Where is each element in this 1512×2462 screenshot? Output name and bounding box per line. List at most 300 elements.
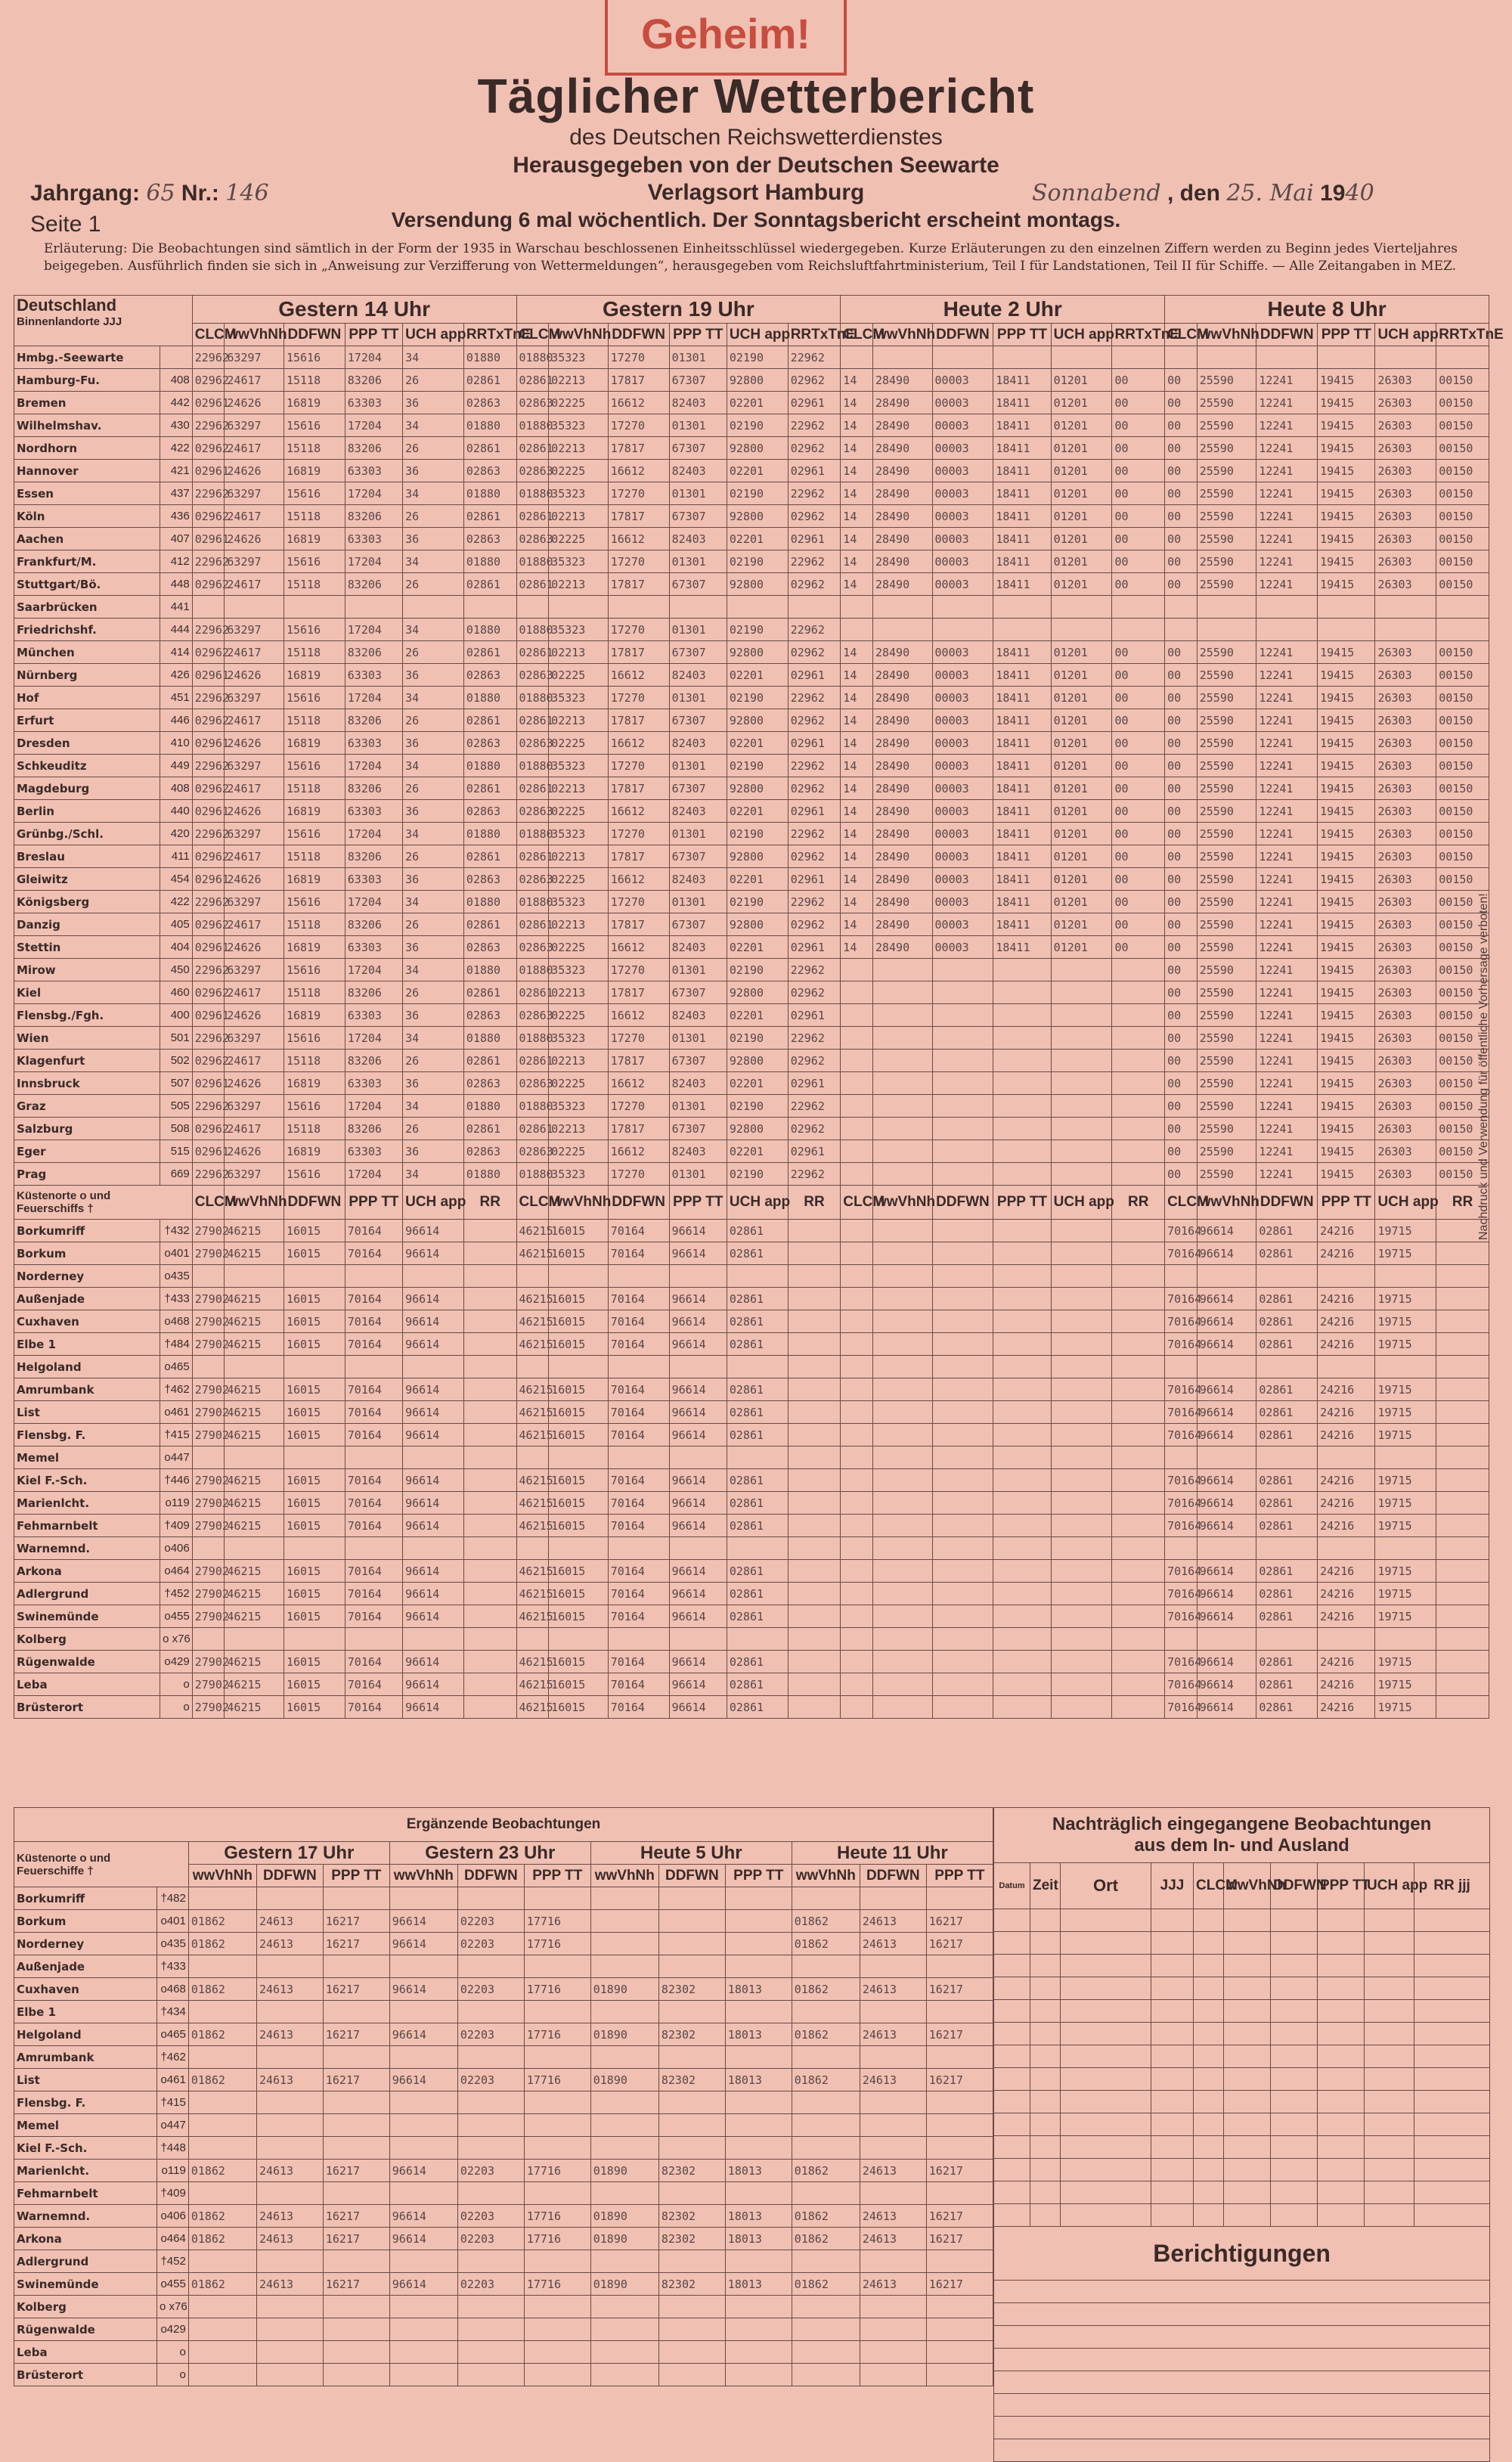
observation-cell (457, 2318, 524, 2341)
observation-cell: 96614 (1197, 1333, 1256, 1356)
observation-cell (323, 2296, 389, 2318)
observation-cell: 01880 (516, 346, 549, 369)
late-empty-row (994, 1977, 1490, 2000)
observation-cell (860, 2364, 926, 2386)
station-name: Brüsterort (14, 1696, 160, 1719)
observation-cell: 24626 (225, 1004, 284, 1027)
observation-cell (463, 1492, 516, 1515)
observation-cell: 36 (403, 528, 464, 550)
observation-cell (993, 1492, 1051, 1515)
station-code: 502 (160, 1050, 193, 1072)
late-cell (994, 2136, 1030, 2159)
observation-cell (590, 2114, 658, 2137)
observation-cell (841, 1696, 873, 1719)
observation-cell: 26 (403, 1050, 464, 1072)
observation-cell (841, 1050, 873, 1072)
observation-cell: 00003 (932, 392, 993, 414)
observation-cell (1436, 1605, 1489, 1628)
observation-cell (658, 2296, 725, 2318)
observation-cell: 00003 (932, 913, 993, 936)
observation-cell: 34 (403, 550, 464, 573)
observation-cell: 25590 (1197, 868, 1256, 891)
observation-cell: 82302 (658, 1978, 725, 2001)
observation-cell: 02961 (192, 800, 225, 823)
observation-cell (457, 1887, 524, 1910)
station-code: †452 (160, 1583, 193, 1605)
observation-cell (323, 2046, 389, 2069)
late-cell (1030, 1977, 1061, 2000)
supp-station-row (14, 2091, 993, 2114)
observation-cell: 01301 (669, 959, 727, 981)
late-cell (1224, 1977, 1271, 2000)
observation-cell (457, 2182, 524, 2205)
observation-cell: 02861 (463, 1118, 516, 1140)
observation-cell: 00003 (932, 891, 993, 913)
editor-line: Herausgegeben von der Deutschen Seewarte (513, 153, 999, 178)
observation-cell (841, 959, 873, 981)
observation-cell (256, 2341, 323, 2364)
observation-cell (1051, 1673, 1112, 1696)
observation-cell (403, 1356, 464, 1378)
observation-cell (1375, 1265, 1436, 1288)
observation-cell: 46215 (225, 1220, 284, 1242)
column-header: wwVhNh (872, 324, 932, 346)
observation-cell (788, 1447, 841, 1469)
station-name: Elbe 1 (14, 1333, 160, 1356)
observation-cell (860, 2046, 926, 2069)
station-name: Memel (14, 2114, 157, 2137)
observation-cell: 96614 (389, 2273, 457, 2296)
station-name: Magdeburg (14, 777, 160, 800)
observation-cell: 26 (403, 505, 464, 528)
observation-cell: 02861 (727, 1242, 788, 1265)
observation-cell: 19415 (1318, 1072, 1375, 1095)
observation-cell: 02861 (727, 1651, 788, 1673)
observation-cell: 96614 (403, 1378, 464, 1401)
observation-cell (872, 1560, 932, 1583)
observation-cell: 46215 (225, 1696, 284, 1719)
observation-cell (256, 1887, 323, 1910)
late-cell (1365, 2204, 1414, 2227)
observation-cell: 96614 (403, 1288, 464, 1310)
observation-cell: 26 (403, 1118, 464, 1140)
observation-cell (1112, 1118, 1165, 1140)
observation-cell (1051, 1163, 1112, 1186)
late-cell (1318, 2113, 1365, 2136)
coast-corner-subtitle: Feuerschiffs † (17, 1202, 94, 1215)
observation-cell: 12241 (1256, 550, 1318, 573)
observation-cell: 26303 (1375, 981, 1436, 1004)
observation-cell (841, 1220, 873, 1242)
observation-cell: 02861 (463, 981, 516, 1004)
observation-cell: 25590 (1197, 392, 1256, 414)
observation-cell: 02961 (788, 1140, 841, 1163)
late-empty-row (994, 2113, 1490, 2136)
observation-cell: 22962 (788, 619, 841, 641)
observation-cell: 19415 (1318, 528, 1375, 550)
observation-cell (658, 1887, 725, 1910)
observation-cell (1436, 1288, 1489, 1310)
observation-cell: 70164 (1165, 1605, 1198, 1628)
observation-cell (993, 1072, 1051, 1095)
observation-cell: 00150 (1436, 936, 1489, 959)
observation-cell: 15118 (284, 845, 345, 868)
observation-cell (549, 1265, 609, 1288)
observation-cell: 19715 (1375, 1515, 1436, 1537)
observation-cell (1197, 1447, 1256, 1469)
observation-cell (1436, 1356, 1489, 1378)
observation-cell: 02861 (727, 1288, 788, 1310)
observation-cell: 02201 (727, 732, 788, 755)
observation-cell: 19415 (1318, 437, 1375, 460)
observation-cell (463, 1378, 516, 1401)
observation-cell: 17204 (345, 550, 402, 573)
observation-cell (993, 959, 1051, 981)
station-name: Arkona (14, 1560, 160, 1583)
station-code: 414 (160, 641, 193, 664)
observation-cell (188, 2341, 256, 2364)
observation-cell (788, 1288, 841, 1310)
observation-cell (590, 2318, 658, 2341)
observation-cell: 01201 (1051, 641, 1112, 664)
observation-cell: 18411 (993, 845, 1051, 868)
late-cell (1271, 1932, 1318, 1955)
corrections-cell (994, 2281, 1490, 2303)
observation-cell (1112, 1027, 1165, 1050)
coast-station-row (14, 1605, 1489, 1628)
late-observations-table (993, 1807, 1490, 2462)
observation-cell: 25590 (1197, 664, 1256, 687)
station-name: Warnemnd. (14, 1537, 160, 1560)
observation-cell: 22962 (192, 891, 225, 913)
observation-cell: 96614 (389, 1978, 457, 2001)
time-group-header: Gestern 17 Uhr (188, 1842, 389, 1865)
observation-cell (792, 2318, 860, 2341)
observation-cell: 00 (1165, 369, 1198, 392)
observation-cell: 00150 (1436, 1163, 1489, 1186)
observation-cell: 02213 (549, 777, 609, 800)
observation-cell: 26303 (1375, 1095, 1436, 1118)
station-code: 442 (160, 392, 193, 414)
observation-cell: 22962 (788, 482, 841, 505)
observation-cell: 17204 (345, 959, 402, 981)
observation-cell: 16612 (608, 732, 669, 755)
late-cell (1318, 2045, 1365, 2068)
late-cell (1061, 1955, 1151, 1977)
late-column-header: PPP TT (1318, 1863, 1365, 1909)
observation-cell (1436, 1651, 1489, 1673)
observation-cell: 70164 (608, 1242, 669, 1265)
observation-cell: 22962 (788, 1027, 841, 1050)
observation-cell (1197, 596, 1256, 619)
column-header: DDFWN (608, 1186, 669, 1220)
observation-cell (993, 1310, 1051, 1333)
observation-cell: 22962 (192, 687, 225, 709)
observation-cell (549, 596, 609, 619)
observation-cell: 25590 (1197, 1050, 1256, 1072)
observation-cell (872, 1118, 932, 1140)
column-header: UCH app (403, 324, 464, 346)
observation-cell: 83206 (345, 573, 402, 596)
observation-cell: 22962 (788, 1163, 841, 1186)
observation-cell (463, 1696, 516, 1719)
station-name: Graz (14, 1095, 160, 1118)
observation-cell: 24626 (225, 460, 284, 482)
late-cell (994, 2000, 1030, 2023)
observation-cell (524, 2341, 590, 2364)
observation-cell: 24216 (1318, 1673, 1375, 1696)
station-name: Wien (14, 1027, 160, 1050)
observation-cell: 12241 (1256, 777, 1318, 800)
late-cell (1414, 2136, 1490, 2159)
observation-cell: 01880 (516, 1163, 549, 1186)
late-cell (1061, 2159, 1151, 2181)
observation-cell (926, 2318, 993, 2341)
observation-cell: 28490 (872, 664, 932, 687)
observation-cell (457, 2250, 524, 2273)
observation-cell: 96614 (669, 1696, 727, 1719)
observation-cell (463, 1220, 516, 1242)
observation-cell: 46215 (516, 1401, 549, 1424)
observation-cell: 96614 (1197, 1424, 1256, 1447)
observation-cell: 82403 (669, 528, 727, 550)
observation-cell (463, 1515, 516, 1537)
station-row (14, 913, 1489, 936)
observation-cell (1051, 1050, 1112, 1072)
late-cell (1271, 2113, 1318, 2136)
observation-cell: 35323 (549, 482, 609, 505)
observation-cell: 63297 (225, 823, 284, 845)
observation-cell: 24626 (225, 732, 284, 755)
observation-cell: 70164 (345, 1310, 402, 1333)
observation-cell (590, 1933, 658, 1955)
late-cell (994, 1977, 1030, 2000)
observation-cell: 19415 (1318, 845, 1375, 868)
observation-cell: 19415 (1318, 505, 1375, 528)
observation-cell: 24613 (256, 2273, 323, 2296)
observation-cell: 01862 (792, 2069, 860, 2091)
observation-cell (1112, 1072, 1165, 1095)
observation-cell (841, 1004, 873, 1027)
observation-cell (1165, 596, 1198, 619)
observation-cell: 24613 (860, 2069, 926, 2091)
observation-cell: 34 (403, 823, 464, 845)
late-cell (1414, 2159, 1490, 2181)
observation-cell: 01862 (792, 2273, 860, 2296)
observation-cell: 01201 (1051, 891, 1112, 913)
observation-cell: 15616 (284, 959, 345, 981)
observation-cell: 02863 (516, 732, 549, 755)
observation-cell: 02203 (457, 1933, 524, 1955)
observation-cell: 24216 (1318, 1378, 1375, 1401)
observation-cell (841, 1242, 873, 1265)
observation-cell: 17270 (608, 619, 669, 641)
observation-cell: 16217 (323, 1978, 389, 2001)
observation-cell: 19715 (1375, 1288, 1436, 1310)
observation-cell: 16819 (284, 1072, 345, 1095)
observation-cell: 15616 (284, 346, 345, 369)
observation-cell: 26 (403, 777, 464, 800)
observation-cell: 17817 (608, 641, 669, 664)
observation-cell: 02203 (457, 2160, 524, 2182)
station-row (14, 482, 1489, 505)
observation-cell: 02861 (1256, 1469, 1318, 1492)
observation-cell: 16612 (608, 528, 669, 550)
observation-cell: 02962 (192, 709, 225, 732)
observation-cell: 17716 (524, 2160, 590, 2182)
observation-cell (1318, 619, 1375, 641)
column-header: PPP TT (669, 324, 727, 346)
observation-cell (1112, 1265, 1165, 1288)
station-code: o464 (157, 2228, 189, 2250)
observation-cell: 17270 (608, 1027, 669, 1050)
observation-cell (192, 1265, 225, 1288)
station-code: 405 (160, 913, 193, 936)
late-cell (1365, 2068, 1414, 2091)
observation-cell: 34 (403, 1095, 464, 1118)
observation-cell: 96614 (403, 1605, 464, 1628)
observation-cell: 92800 (727, 845, 788, 868)
station-row (14, 369, 1489, 392)
observation-cell: 46215 (225, 1424, 284, 1447)
observation-cell: 00 (1112, 505, 1165, 528)
observation-cell: 67307 (669, 573, 727, 596)
observation-cell: 19415 (1318, 868, 1375, 891)
observation-cell (463, 1605, 516, 1628)
late-cell (1224, 2045, 1271, 2068)
observation-cell (993, 1583, 1051, 1605)
late-cell (1414, 2000, 1490, 2023)
observation-cell: 14 (841, 573, 873, 596)
observation-cell (872, 1424, 932, 1447)
late-cell (1194, 2068, 1224, 2091)
observation-cell (669, 1265, 727, 1288)
station-row (14, 959, 1489, 981)
station-name: Norderney (14, 1265, 160, 1288)
late-cell (1414, 2204, 1490, 2227)
observation-cell (669, 1537, 727, 1560)
station-code: o455 (157, 2273, 189, 2296)
observation-cell: 16015 (284, 1378, 345, 1401)
observation-cell: 16015 (284, 1515, 345, 1537)
time-group-header: Gestern 23 Uhr (389, 1842, 590, 1865)
observation-cell: 14 (841, 437, 873, 460)
observation-cell: 02201 (727, 936, 788, 959)
late-column-header: wwVhNh (1224, 1863, 1271, 1909)
observation-cell (1375, 619, 1436, 641)
station-name: Kiel F.-Sch. (14, 2137, 157, 2160)
observation-cell: 18411 (993, 823, 1051, 845)
observation-cell (932, 981, 993, 1004)
observation-cell: 17270 (608, 687, 669, 709)
observation-cell (1436, 1265, 1489, 1288)
observation-cell (403, 1628, 464, 1651)
station-code (160, 346, 193, 369)
observation-cell: 01862 (188, 2069, 256, 2091)
observation-cell: 22962 (192, 550, 225, 573)
observation-cell (524, 2318, 590, 2341)
observation-cell: 00 (1112, 732, 1165, 755)
observation-cell (1197, 1356, 1256, 1378)
observation-cell (1051, 1605, 1112, 1628)
station-name: Wilhelmshav. (14, 414, 160, 437)
observation-cell (727, 1265, 788, 1288)
observation-cell: 35323 (549, 959, 609, 981)
observation-cell: 35323 (549, 1095, 609, 1118)
observation-cell (872, 1537, 932, 1560)
observation-cell: 02962 (192, 913, 225, 936)
late-cell (994, 2181, 1030, 2204)
observation-cell (389, 2250, 457, 2273)
observation-cell (993, 1696, 1051, 1719)
observation-cell (188, 2318, 256, 2341)
observation-cell: 24617 (225, 437, 284, 460)
observation-cell (725, 2341, 792, 2364)
observation-cell: 01201 (1051, 505, 1112, 528)
late-cell (994, 2023, 1030, 2045)
observation-cell: 26303 (1375, 959, 1436, 981)
column-header: UCH app (1375, 324, 1436, 346)
observation-cell: 15118 (284, 777, 345, 800)
observation-cell (323, 2137, 389, 2160)
observation-cell (188, 2250, 256, 2273)
observation-cell: 25590 (1197, 913, 1256, 936)
column-header: PPP TT (725, 1865, 792, 1887)
secret-stamp: Geheim! (605, 0, 847, 76)
late-column-header: Zeit (1030, 1863, 1061, 1909)
station-code: 669 (160, 1163, 193, 1186)
observation-cell: 00 (1165, 1004, 1198, 1027)
observation-cell (1375, 1356, 1436, 1378)
observation-cell (188, 2091, 256, 2114)
observation-cell: 19715 (1375, 1424, 1436, 1447)
observation-cell: 17817 (608, 777, 669, 800)
observation-cell (1051, 1378, 1112, 1401)
observation-cell (389, 2046, 457, 2069)
observation-cell (1051, 1447, 1112, 1469)
observation-cell (1165, 1356, 1198, 1378)
observation-cell: 19415 (1318, 891, 1375, 913)
observation-cell: 24617 (225, 641, 284, 664)
observation-cell (192, 1356, 225, 1378)
observation-cell: 70164 (608, 1583, 669, 1605)
station-name: Flensbg. F. (14, 1424, 160, 1447)
station-name: Warnemnd. (14, 2205, 157, 2228)
observation-cell (727, 1628, 788, 1651)
observation-cell: 00150 (1436, 528, 1489, 550)
late-cell (1151, 2023, 1194, 2045)
observation-cell (932, 1515, 993, 1537)
observation-cell (725, 2001, 792, 2023)
observation-cell: 15616 (284, 1095, 345, 1118)
observation-cell: 36 (403, 1004, 464, 1027)
observation-cell (389, 2091, 457, 2114)
observation-cell: 35323 (549, 755, 609, 777)
observation-cell: 92800 (727, 1118, 788, 1140)
observation-cell: 00 (1165, 913, 1198, 936)
observation-cell (1318, 1447, 1375, 1469)
observation-cell (524, 2046, 590, 2069)
observation-cell (658, 1955, 725, 1978)
observation-cell: 00 (1165, 482, 1198, 505)
observation-cell: 15118 (284, 709, 345, 732)
observation-cell (993, 1265, 1051, 1288)
observation-cell: 14 (841, 800, 873, 823)
observation-cell: 63297 (225, 1163, 284, 1186)
observation-cell: 96614 (403, 1401, 464, 1424)
observation-cell: 16015 (284, 1560, 345, 1583)
observation-cell: 26303 (1375, 687, 1436, 709)
